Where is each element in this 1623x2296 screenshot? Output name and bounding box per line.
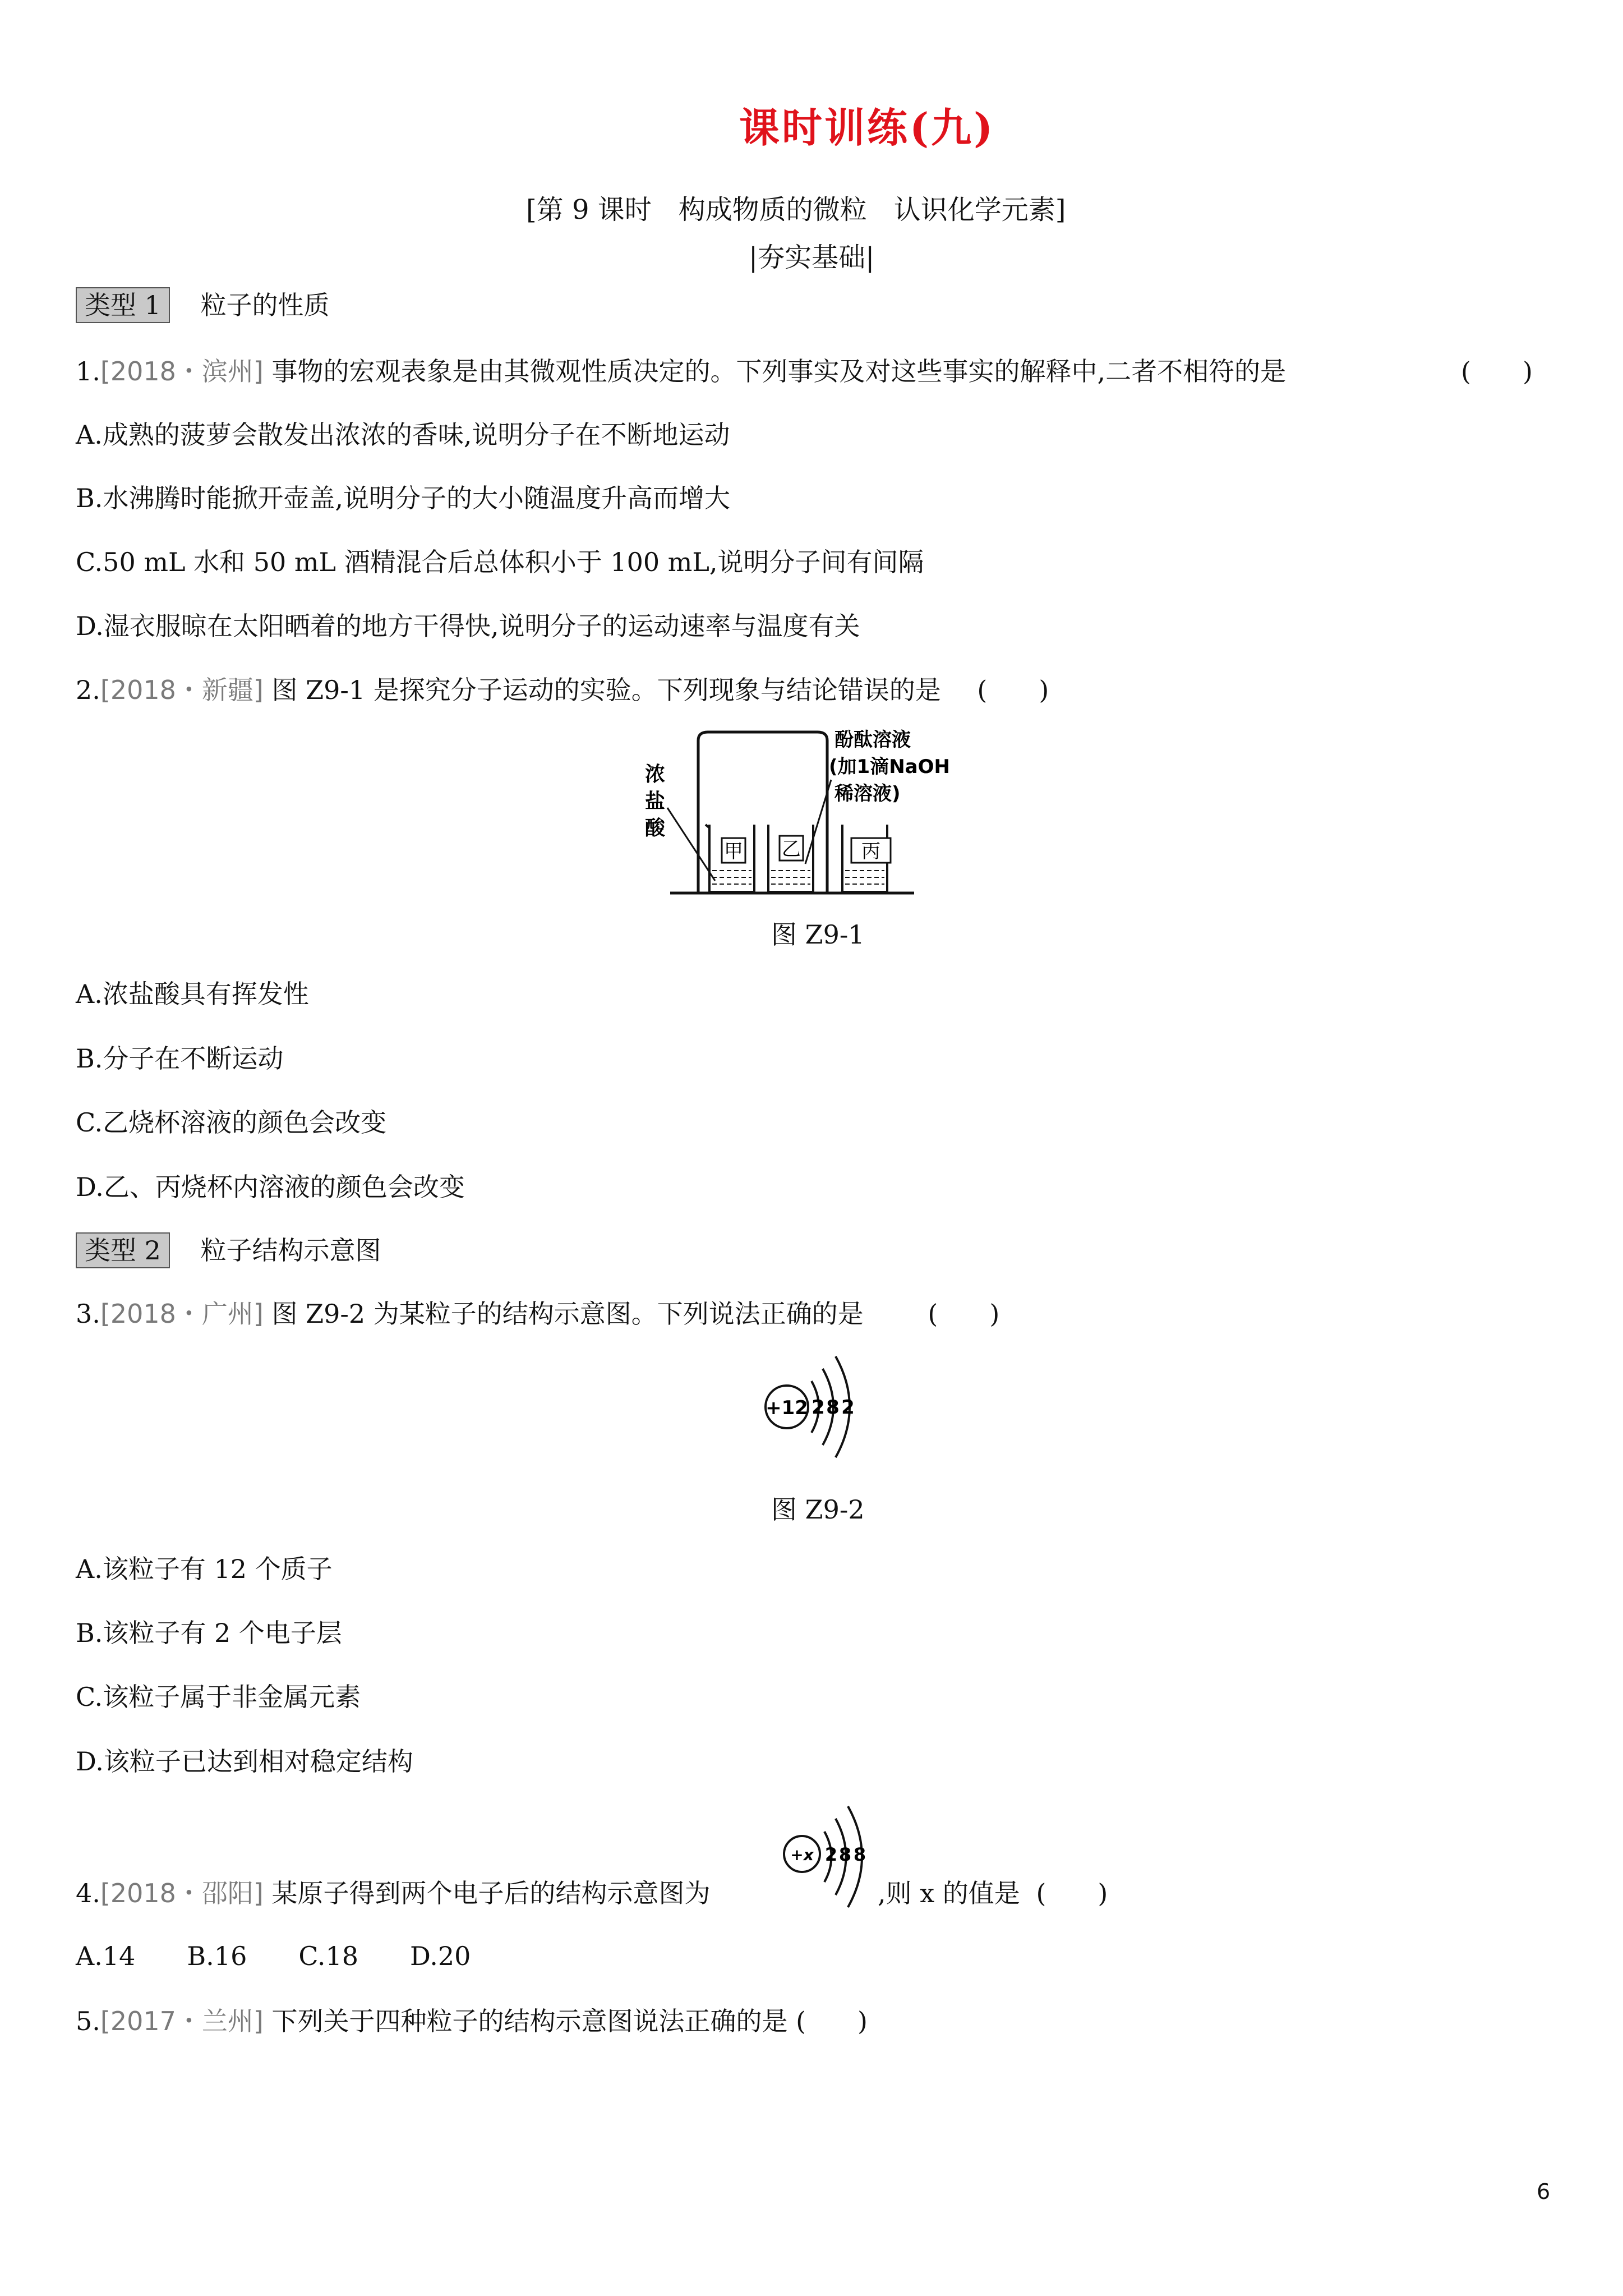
q5-number: 5. (76, 2006, 100, 2036)
type1-tag: 类型 1 (76, 287, 170, 323)
q5-stem-line (76, 2004, 868, 2038)
figure-z9-2-diagram (760, 1346, 872, 1467)
q4-number: 4. (76, 1878, 100, 1908)
q3-option-c: C.该粒子属于非金属元素 (76, 1682, 361, 1712)
q2-option-b: B.分子在不断运动 (76, 1043, 284, 1074)
q2-option-d: D.乙、丙烧杯内溶液的颜色会改变 (76, 1172, 465, 1202)
q1-stem-line (76, 355, 1286, 388)
q4-stem-tail (878, 1876, 1108, 1910)
q4-answer-paren: ( ) (1036, 1878, 1108, 1908)
q2-source: [2018・新疆] (100, 675, 264, 705)
q2-stem: 图 Z9-1 是探究分子运动的实验。下列现象与结论错误的是 (271, 675, 941, 705)
q4-shell-2-electrons: 8 (838, 1844, 852, 1865)
type1-title: 粒子的性质 (200, 290, 330, 320)
q1-option-b: B.水沸腾时能掀开壶盖,说明分子的大小随温度升高而增大 (76, 483, 731, 513)
q4-stem-after: ,则 x 的值是 (878, 1878, 1020, 1908)
shell-3-electrons: 2 (841, 1396, 855, 1419)
q3-option-d: D.该粒子已达到相对稳定结构 (76, 1746, 413, 1777)
q1-answer-paren: ( ) (1461, 356, 1533, 386)
left-label-2: 盐 (644, 790, 666, 813)
right-label-3: 稀溶液) (834, 783, 901, 805)
q2-option-c: C.乙烧杯溶液的颜色会改变 (76, 1107, 387, 1138)
section-heading: |夯实基础| (749, 242, 875, 273)
beaker-yi-label: 乙 (782, 838, 801, 861)
q5-source: [2017・兰州] (100, 2006, 264, 2036)
q4-stem: 某原子得到两个电子后的结构示意图为 (271, 1878, 711, 1908)
q1-source: [2018・滨州] (100, 356, 264, 386)
q3-number: 3. (76, 1299, 100, 1329)
left-label-3: 酸 (644, 817, 666, 840)
q1-option-a: A.成熟的菠萝会散发出浓浓的香味,说明分子在不断地运动 (76, 420, 730, 450)
shell-1-electrons: 2 (811, 1396, 825, 1419)
q4-shell-3-electrons: 8 (853, 1844, 866, 1865)
q2-option-a: A.浓盐酸具有挥发性 (76, 979, 309, 1009)
figure-z9-1-diagram (639, 718, 987, 903)
lesson-subtitle: [第 9 课时 构成物质的微粒 认识化学元素] (526, 194, 1066, 226)
q1-option-d: D.湿衣服晾在太阳晒着的地方干得快,说明分子的运动速率与温度有关 (76, 611, 860, 641)
page-title: 课时训练(九) (739, 104, 995, 151)
left-label-1: 浓 (644, 763, 666, 786)
figure-z9-1-caption: 图 Z9-1 (771, 919, 865, 950)
left-pointer-line (667, 808, 715, 881)
shell-2-electrons: 8 (826, 1396, 840, 1419)
type2-title: 粒子结构示意图 (200, 1235, 381, 1266)
q3-stem: 图 Z9-2 为某粒子的结构示意图。下列说法正确的是 (271, 1299, 864, 1329)
beaker-jia-label: 甲 (724, 840, 743, 863)
q3-stem-line (76, 1297, 999, 1331)
q4-source: [2018・邵阳] (100, 1878, 264, 1908)
type2-tag: 类型 2 (76, 1232, 170, 1268)
q4-nucleus-charge: +x (790, 1846, 814, 1864)
q3-option-b: B.该粒子有 2 个电子层 (76, 1618, 342, 1648)
q4-structure-diagram (777, 1801, 886, 1921)
q2-stem-line (76, 673, 1049, 707)
type1-heading (76, 287, 330, 323)
q1-option-c: C.50 mL 水和 50 mL 酒精混合后总体积小于 100 mL,说明分子间有间隔 (76, 547, 924, 577)
q3-source: [2018・广州] (100, 1299, 264, 1329)
right-label-2: (加1滴NaOH (829, 756, 950, 778)
page-number: 6 (1537, 2179, 1551, 2204)
q5-answer-paren: ( ) (796, 2006, 868, 2036)
q3-answer-paren: ( ) (928, 1299, 1000, 1329)
q3-option-a: A.该粒子有 12 个质子 (76, 1554, 333, 1584)
type2-heading (76, 1232, 381, 1268)
q5-stem: 下列关于四种粒子的结构示意图说法正确的是 (271, 2006, 788, 2036)
q4-shell-1-electrons: 2 (824, 1844, 838, 1865)
q4-options: A.14 B.16 C.18 D.20 (76, 1941, 471, 1971)
q1-stem: 事物的宏观表象是由其微观性质决定的。下列事实及对这些事实的解释中,二者不相符的是 (271, 356, 1287, 386)
q4-stem-line (76, 1876, 710, 1910)
nucleus-charge: +12 (766, 1397, 808, 1419)
q2-number: 2. (76, 675, 100, 705)
q2-answer-paren: ( ) (977, 675, 1049, 705)
bell-jar-shape (698, 732, 827, 892)
q1-number: 1. (76, 356, 100, 386)
figure-z9-2-caption: 图 Z9-2 (771, 1494, 865, 1525)
beaker-bing-label: 丙 (861, 840, 880, 863)
right-label-1: 酚酞溶液 (834, 729, 911, 751)
